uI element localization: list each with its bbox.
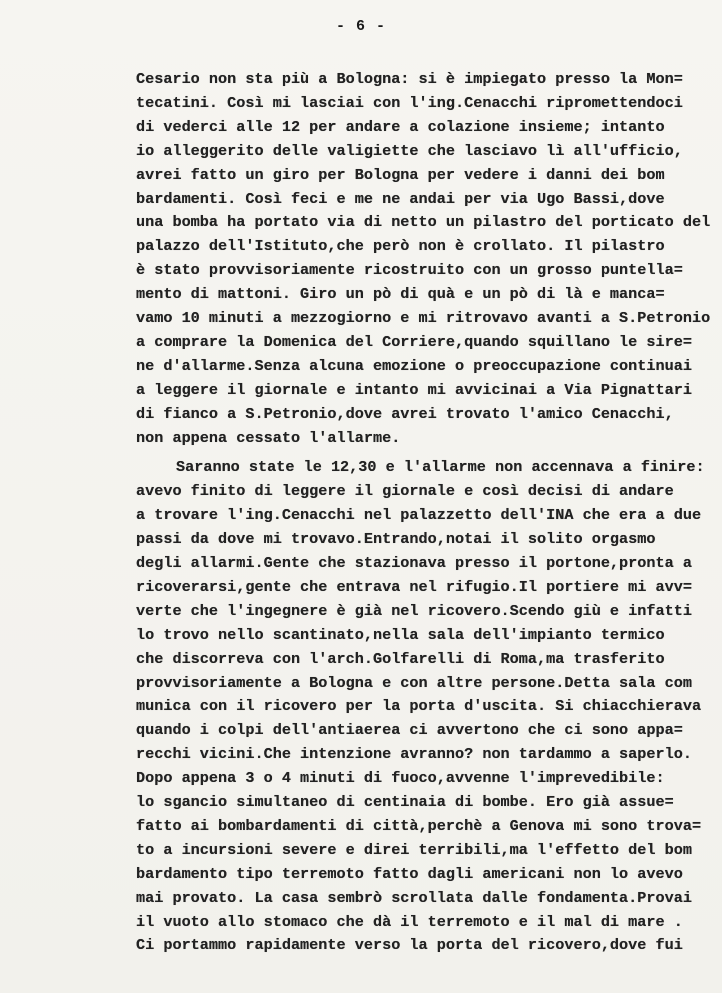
- text-line: provvisoriamente a Bologna e con altre persone.Detta sala com: [136, 673, 692, 692]
- text-line: è stato provvisoriamente ricostruito con un grosso puntella=: [136, 261, 683, 280]
- text-line: tecatini. Così mi lasciai con l'ing.Cenacchi ripromettendoci: [136, 93, 683, 112]
- text-line: di vederci alle 12 per andare a colazione insieme; intanto: [136, 117, 665, 136]
- text-line: ne d'allarme.Senza alcuna emozione o preoccupazione continuai: [136, 356, 692, 375]
- text-line: Saranno state le 12,30 e l'allarme non accennava a finire:: [176, 458, 705, 477]
- text-line: degli allarmi.Gente che stazionava presso il portone,pronta a: [136, 554, 692, 572]
- text-line: palazzo dell'Istituto,che però non è crollato. Il pilastro: [136, 237, 665, 256]
- text-line: mento di mattoni. Giro un pò di quà e un pò di là e manca=: [136, 285, 665, 304]
- text-line: che discorreva con l'arch.Golfarelli di Roma,ma trasferito: [136, 649, 665, 668]
- text-line: di fianco a S.Petronio,dove avrei trovato l'amico Cenacchi,: [136, 404, 674, 423]
- text-line: il vuoto allo stomaco che dà il terremoto e il mal di mare .: [136, 912, 683, 931]
- text-line: to a incursioni severe e direi terribili,ma l'effetto del bom: [136, 840, 692, 859]
- text-line: Cesario non sta più a Bologna: si è impiegato presso la Mon=: [136, 70, 683, 88]
- text-line: munica con il ricovero per la porta d'uscita. Si chiacchierava: [136, 697, 702, 716]
- text-line: a trovare l'ing.Cenacchi nel palazzetto dell'INA che era a due: [136, 506, 702, 525]
- text-line: vamo 10 minuti a mezzogiorno e mi ritrovavo avanti a S.Petronio: [136, 309, 711, 327]
- text-line: fatto ai bombardamenti di città,perchè a Genova mi sono trova=: [136, 816, 702, 835]
- text-line: non appena cessato l'allarme.: [136, 428, 401, 447]
- text-line: Dopo appena 3 o 4 minuti di fuoco,avvenne l'imprevedibile:: [136, 769, 665, 788]
- text-line: a comprare la Domenica del Corriere,quando squillano le sire=: [136, 332, 692, 351]
- text-line: quando i colpi dell'antiaerea ci avvertono che ci sono appa=: [136, 721, 683, 740]
- text-line: avrei fatto un giro per Bologna per vedere i danni dei bom: [136, 165, 665, 184]
- text-line: una bomba ha portato via di netto un pilastro del porticato del: [136, 213, 711, 232]
- text-line: bardamenti. Così feci e me ne andai per via Ugo Bassi,dove: [136, 189, 665, 208]
- text-line: recchi vicini.Che intenzione avranno? non tardammo a saperlo.: [136, 745, 692, 764]
- text-line: verte che l'ingegnere è già nel ricovero.Scendo giù e infatti: [136, 601, 692, 620]
- text-line: ricoverarsi,gente che entrava nel rifugio.Il portiere mi avv=: [136, 577, 692, 596]
- text-line: Ci portammo rapidamente verso la porta del ricovero,dove fui: [136, 936, 683, 955]
- text-line: lo sgancio simultaneo di centinaia di bombe. Ero già assue=: [136, 793, 674, 811]
- text-line: passi da dove mi trovavo.Entrando,notai il solito orgasmo: [136, 530, 656, 549]
- text-line: bardamento tipo terremoto fatto dagli americani non lo avevo: [136, 864, 683, 883]
- text-line: lo trovo nello scantinato,nella sala dell'impianto termico: [136, 625, 665, 644]
- text-line: io alleggerito delle valigiette che lasciavo lì all'ufficio,: [136, 141, 683, 160]
- text-line: a leggere il giornale e intanto mi avvicinai a Via Pignattari: [136, 380, 692, 399]
- text-line: avevo finito di leggere il giornale e così decisi di andare: [136, 482, 674, 501]
- page-number: - 6 -: [335, 18, 386, 35]
- text-line: mai provato. La casa sembrò scrollata dalle fondamenta.Provai: [136, 888, 692, 907]
